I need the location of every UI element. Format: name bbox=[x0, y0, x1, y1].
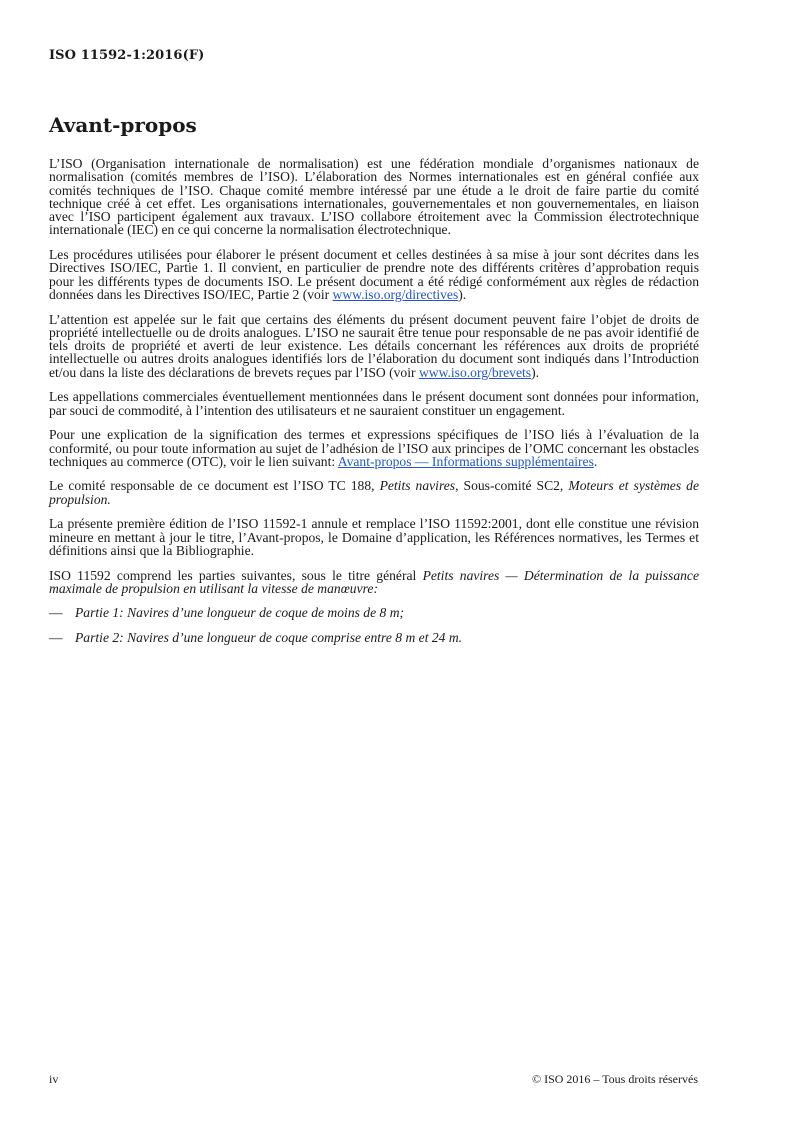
paragraph-iso-intro: L’ISO (Organisation internationale de normalisation) est une fédération mondiale d’organismes nationaux de normalisation (comités membres de l’ISO). L’élaboration des Normes internationales est en général confiée aux comités techniques de l’ISO. Chaque comité membre intéressé par une étude a le droit de faire partie du comité technique créé à cet effet. Les organisations internationales, gouvernementales et non gouvernementales, en liaison avec l’ISO participent également aux travaux. L’ISO collabore étroitement avec la Commission électrotechnique internationale (IEC) en ce qui concerne la normalisation électrotechnique. bbox=[49, 156, 699, 238]
copyright-notice: © ISO 2016 – Tous droits réservés bbox=[531, 1072, 698, 1086]
document-id: ISO 11592-1:2016(F) bbox=[49, 48, 205, 63]
link-brevets[interactable]: www.iso.org/brevets bbox=[418, 364, 532, 380]
italic-text: Moteurs et systèmes de propulsion. bbox=[49, 478, 699, 507]
paragraph-text: Le comité responsable de ce document est l’ISO TC 188, bbox=[49, 478, 380, 494]
paragraph-text: Les procédures utilisées pour élaborer le présent document et celles destinées à sa mise à jour sont décrites dans les Directives ISO/IEC, Partie 1. Il convient, en particulier de prendre note des différents critères d’approbation requis pour les différents types de documents ISO. Le présent document a été rédigé conformément aux règles de rédaction données dans les Directives ISO/IEC, Partie 2 (voir bbox=[49, 247, 699, 302]
paragraph-patents bbox=[49, 313, 699, 379]
link-directives[interactable]: www.iso.org/directives bbox=[332, 286, 459, 302]
paragraph-parts-intro bbox=[49, 569, 699, 596]
page-title: Avant-propos bbox=[49, 113, 197, 137]
paragraph-conformity bbox=[49, 428, 699, 468]
paragraph-edition: La présente première édition de l’ISO 11592-1 annule et remplace l’ISO 11592:2001, dont elle constitue une révision mineure en mettant à jour le titre, l’Avant-propos, le Domaine d’application, les Références normatives, les Termes et définitions ainsi que la Bibliographie. bbox=[49, 516, 699, 558]
paragraph-procedures bbox=[49, 248, 699, 301]
paragraph-text: . bbox=[593, 453, 598, 469]
paragraph-text: L’attention est appelée sur le fait que certains des éléments du présent document peuvent faire l’objet de droits de propriété intellectuelle ou de droits analogues. L’ISO ne saurait être tenue pour responsable de ne pas avoir identifié de tels droits de propriété et averti de leur existence. Les détails concernant les références aux droits de propriété intellectuelle ou autres droits analogues identifiés lors de l’élaboration du document sont indiqués dans l’Introduction et/ou dans la liste des déclarations de brevets reçues par l’ISO (voir bbox=[49, 311, 699, 380]
paragraph-text: ISO 11592 comprend les parties suivantes, sous le titre général bbox=[49, 567, 423, 583]
list-item-text: Partie 2: Navires d’une longueur de coque comprise entre 8 m et 24 m. bbox=[75, 629, 463, 645]
body-text bbox=[49, 157, 699, 656]
paragraph-committee bbox=[49, 479, 699, 506]
paragraph-text: Pour une explication de la signification des termes et expressions spécifiques de l’ISO liés à l’évaluation de la conformité, ou pour toute information au sujet de l’adhésion de l’ISO aux principes de l’OMC concernant les obstacles techniques au commerce (OTC), voir le lien suivant: bbox=[49, 427, 699, 469]
page-number: iv bbox=[49, 1072, 59, 1086]
italic-text: Petits navires bbox=[379, 478, 456, 494]
paragraph-text: , Sous-comité SC2, bbox=[455, 478, 569, 494]
list-item bbox=[49, 631, 699, 644]
paragraph-trade-names: Les appellations commerciales éventuellement mentionnées dans le présent document sont données pour information, par souci de commodité, à l’intention des utilisateurs et ne sauraient constituer un engagement. bbox=[49, 389, 699, 418]
link-foreword-info[interactable]: Avant-propos — Informations supplémentaires bbox=[337, 453, 594, 469]
list-item bbox=[49, 606, 699, 619]
paragraph-text: ). bbox=[531, 364, 540, 380]
dash-marker: — bbox=[49, 605, 63, 621]
paragraph-text: ). bbox=[458, 286, 467, 302]
italic-text: Petits navires — Détermination de la puissance maximale de propulsion en utilisant la vitesse de manœuvre: bbox=[49, 567, 699, 596]
dash-marker: — bbox=[49, 629, 63, 645]
list-item-text: Partie 1: Navires d’une longueur de coque de moins de 8 m; bbox=[75, 605, 405, 621]
